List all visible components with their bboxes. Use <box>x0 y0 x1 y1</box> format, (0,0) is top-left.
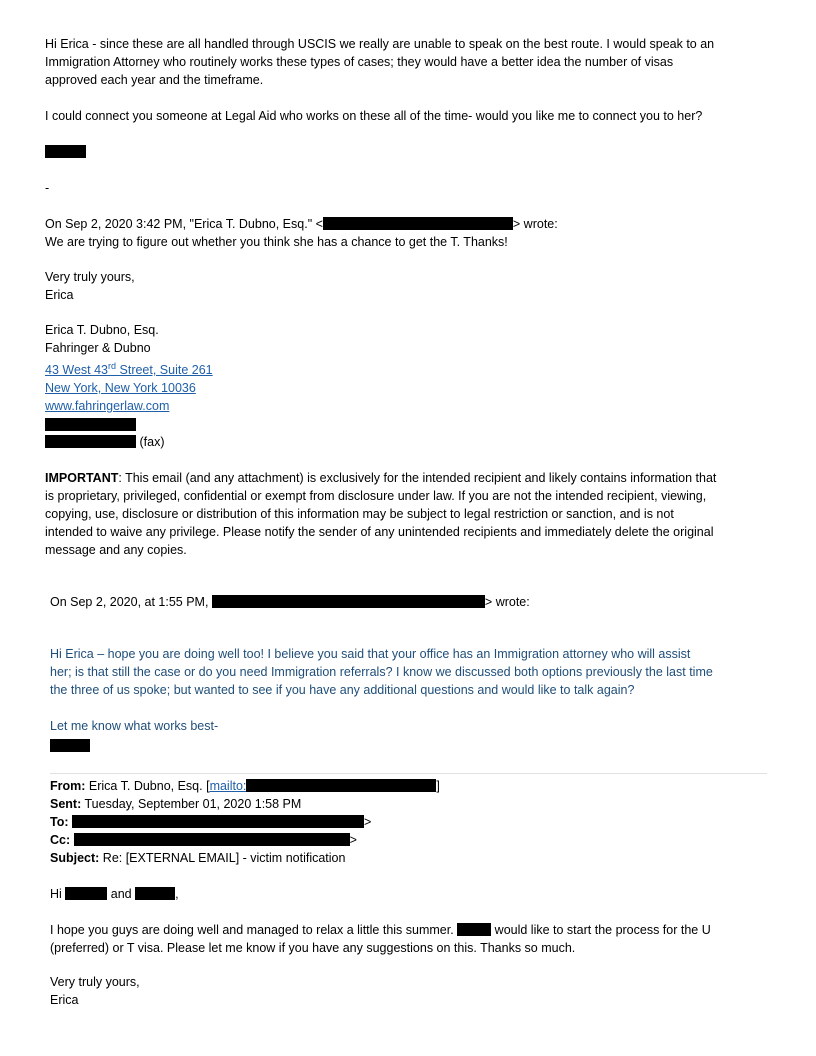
disclaimer-label: IMPORTANT <box>45 471 119 485</box>
quoted-header-suffix: > wrote: <box>484 595 530 609</box>
disclaimer-line-4: intended to waive any privilege. Please notify the sender of any unintended recipients and immediately delete the original <box>45 525 714 539</box>
forwarded-body-line-2: (preferred) or T visa. Please let me know if you have any suggestions on this. Thanks so much. <box>50 941 576 955</box>
redaction-block <box>45 145 86 158</box>
reply-dash: - <box>45 181 50 195</box>
disclaimer-line-5: message and any copies. <box>45 543 187 557</box>
forwarded-body-pre: I hope you guys are doing well and managed to relax a little this summer. <box>50 923 454 937</box>
quoted-closing-2: Let me know what works best- <box>50 719 219 733</box>
fax-label: (fax) <box>139 435 165 449</box>
disclaimer-line-3: copying, use, disclosure or distribution of this information may be subject to legal restriction or sanction, and is not <box>45 507 674 521</box>
from-value: Erica T. Dubno, Esq. [ <box>85 779 210 793</box>
disclaimer-line-2: is proprietary, privileged, confidential or exempt from disclosure under law. If you are not the intended recipient, viewing, <box>45 489 707 503</box>
header-divider <box>50 773 767 774</box>
subject-line <box>50 849 345 867</box>
redaction-block <box>45 435 136 448</box>
quoted-header-prefix: On Sep 2, 2020, at 1:55 PM, <box>50 595 209 609</box>
greeting-comma: , <box>175 887 179 901</box>
greeting-line <box>50 885 179 903</box>
quoted-header-2 <box>50 593 530 611</box>
closing-3: Very truly yours, <box>50 975 140 989</box>
address-street: 43 West 43 <box>45 363 109 377</box>
quoted-body-2-line-1: Hi Erica – hope you are doing well too! I believe you said that your office has an Immigration attorney who will assist <box>50 647 691 661</box>
redaction-block <box>457 923 491 936</box>
to-bracket: > <box>364 815 372 829</box>
redaction-block <box>72 815 364 828</box>
closing-name-3: Erica <box>50 993 79 1007</box>
signature-fax <box>45 433 164 451</box>
redaction-block <box>135 887 175 900</box>
redacted-sender <box>50 737 90 755</box>
redaction-block <box>323 217 513 230</box>
redaction-block <box>212 595 485 608</box>
sent-label: Sent: <box>50 797 82 811</box>
subject-value: Re: [EXTERNAL EMAIL] - victim notification <box>99 851 346 865</box>
redaction-block <box>45 418 136 431</box>
greeting-hi: Hi <box>50 887 62 901</box>
forwarded-body-line-1 <box>50 921 711 939</box>
address-superscript: rd <box>108 360 117 371</box>
redacted-signature <box>45 143 86 161</box>
closing-name-1: Erica <box>45 288 74 302</box>
from-end: ] <box>436 779 440 793</box>
quoted-body-2-line-2: her; is that still the case or do you need Immigration referrals? I know we discussed both options previously the last time <box>50 665 713 679</box>
signature-firm: Fahringer & Dubno <box>45 341 151 355</box>
signature-address-link[interactable] <box>45 361 213 379</box>
closing-1: Very truly yours, <box>45 270 135 284</box>
reply-connect-line: I could connect you someone at Legal Aid who works on these all of the time- would you like me to connect you to her? <box>45 109 703 123</box>
sent-value: Tuesday, September 01, 2020 1:58 PM <box>81 797 302 811</box>
to-line <box>50 813 371 831</box>
reply-line-1: Hi Erica - since these are all handled through USCIS we really are unable to speak on the best route. I would speak to an <box>45 37 715 51</box>
redaction-block <box>50 739 90 752</box>
cc-label: Cc: <box>50 833 71 847</box>
signature-website-link[interactable]: www.fahringerlaw.com <box>45 399 170 413</box>
quoted-header-1 <box>45 215 558 233</box>
sent-line <box>50 795 301 813</box>
from-label: From: <box>50 779 86 793</box>
disclaimer-text-1: : This email (and any attachment) is exclusively for the intended recipient and likely contains information that <box>118 471 717 485</box>
signature-name: Erica T. Dubno, Esq. <box>45 323 159 337</box>
redaction-block <box>74 833 350 846</box>
redaction-block <box>65 887 107 900</box>
to-label: To: <box>50 815 69 829</box>
quoted-header-prefix: On Sep 2, 2020 3:42 PM, "Erica T. Dubno, Esq." < <box>45 217 323 231</box>
cc-bracket: > <box>349 833 357 847</box>
quoted-body-2-line-3: the three of us spoke; but wanted to see if you have any additional questions and would like to talk again? <box>50 683 635 697</box>
subject-label: Subject: <box>50 851 100 865</box>
from-line <box>50 777 440 795</box>
disclaimer-line-1 <box>45 469 716 487</box>
signature-city-link[interactable]: New York, New York 10036 <box>45 381 196 395</box>
mailto-link[interactable]: mailto: <box>209 779 247 793</box>
greeting-and: and <box>110 887 132 901</box>
reply-line-2: Immigration Attorney who routinely works these types of cases; they would have a better idea the number of visas <box>45 55 674 69</box>
forwarded-body-post: would like to start the process for the U <box>494 923 711 937</box>
cc-line <box>50 831 357 849</box>
redaction-block <box>246 779 436 792</box>
redacted-phone <box>45 416 136 434</box>
reply-line-3: approved each year and the timeframe. <box>45 73 264 87</box>
address-suite: Street, Suite 261 <box>116 363 213 377</box>
quoted-body-1: We are trying to figure out whether you think she has a chance to get the T. Thanks! <box>45 235 508 249</box>
quoted-header-suffix: > wrote: <box>512 217 558 231</box>
